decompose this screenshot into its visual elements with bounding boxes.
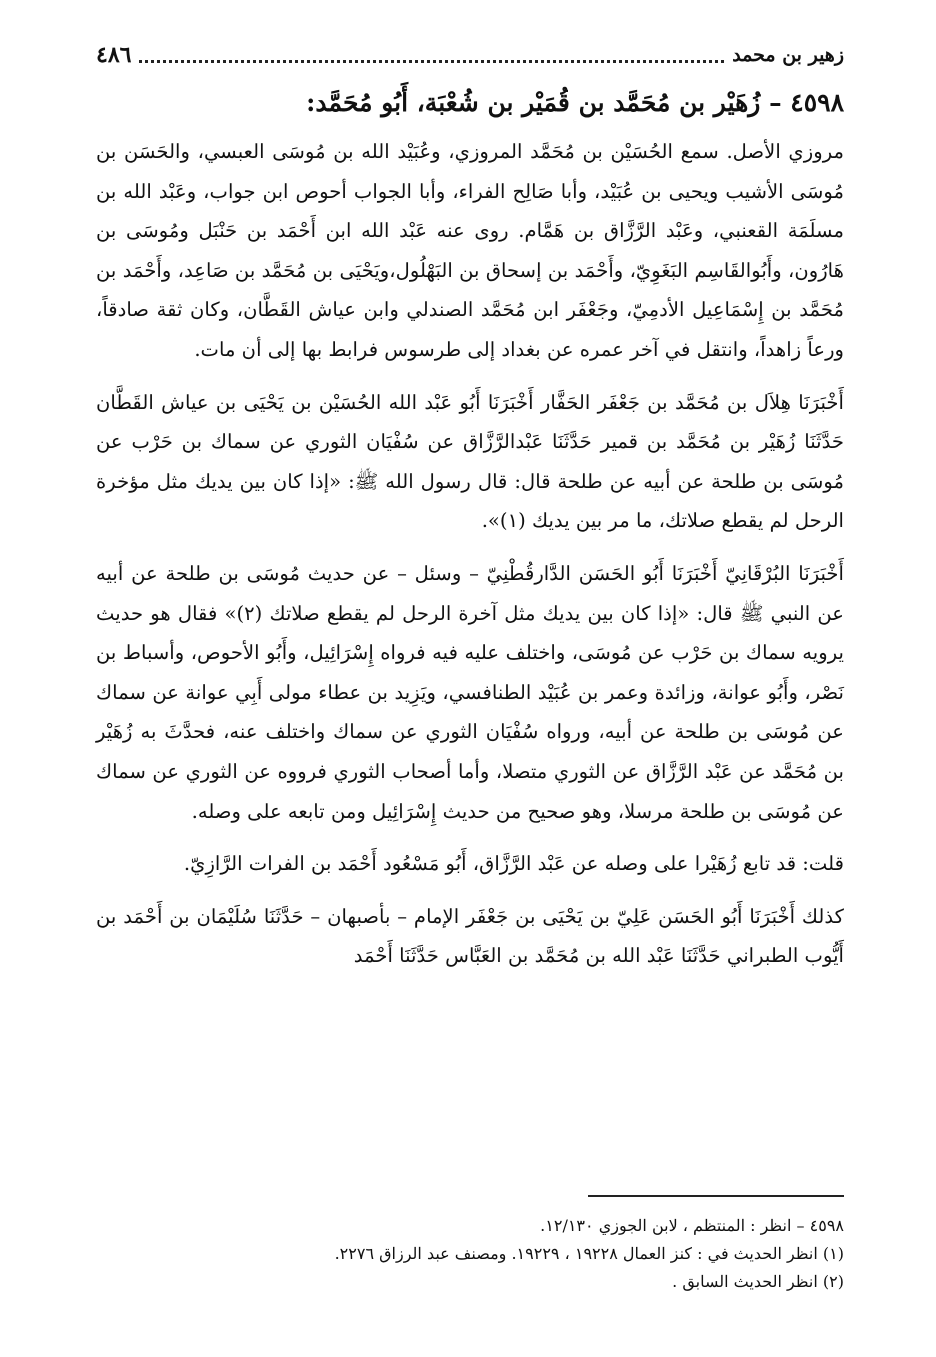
paragraph: أَخْبَرَنَا هِلاَل بن مُحَمَّد بن جَعْفَر الحَفَّار أَخْبَرَنَا أَبُو عَبْد الله الحُسَيْن بن يَحْيَى بن عياش القَطَّان حَدَّثَنَا زُهَيْر بن مُحَمَّد بن قمير حَدَّثَنَا عَبْدالرَّزَّاق عن سُفْيَان الثوري عن سماك بن حَرْب عن مُوسَى بن طلحة عن أبيه عن طلحة قال: قال رسول الله ﷺ: «إذا كان بين يديك مثل مؤخرة الرحل لم يقطع صلاتك، ما مر بين يديك (١)». — [96, 390, 844, 533]
paragraph: أَخْبَرَنَا البُرْقَانِيّ أَخْبَرَنَا أَبُو الحَسَن الدَّارقُطْنِيّ – وسئل – عن حديث مُوسَى بن طلحة عن أبيه عن النبي ﷺ قال: «إذا كان بين يديك مثل آخرة الرحل لم يقطع صلاتك (٢)» فقال هو حديث يرويه سماك بن حَرْب عن مُوسَى، واختلف عليه فيه فرواه إِسْرَائِيل، وأَبُو الأحوص، وأسباط بن نَصْر، وأَبُو عوانة، وزائدة وعمر بن عُبَيْد الطنافسي، ويَزِيد بن عطاء مولى أَبِي عوانة عن سماك عن مُوسَى بن طلحة عن أبيه، ورواه سُفْيَان الثوري عن سماك واختلف عنه، فحدَّثَ به زُهَيْر بن مُحَمَّد عن عَبْد الرَّزَّاق عن الثوري متصلا، وأما أصحاب الثوري فرووه عن الثوري عن سماك عن مُوسَى بن طلحة مرسلا، وهو صحيح من حديث إِسْرَائِيل ومن تابعه على وصله. — [96, 561, 844, 823]
entry-title: ٤٥٩٨ – زُهَيْر بن مُحَمَّد بن قُمَيْر بن شُعْبَة، أَبُو مُحَمَّد: — [306, 88, 844, 117]
paragraph: مروزي الأصل. سمع الحُسَيْن بن مُحَمَّد المروزي، وعُبَيْد الله بن مُوسَى العبسي، والحَسَن بن مُوسَى الأشيب ويحيى بن عُبَيْد، وأبا صَالِح الفراء، وأبا الجواب أحوص ابن جواب، وعَبْد الله بن مسلَمَة القعنبي، وعَبْد الرَّزَّاق بن هَمَّام. روى عنه عَبْد الله ابن أَحْمَد بن حَنْبَل ومُوسَى بن هَارُون، وأَبُوالقَاسِم البَغَوِيّ، وأَحْمَد بن إسحاق بن البَهْلُول،ويَحْيَى بن مُحَمَّد بن صَاعِد، وأَحْمَد بن مُحَمَّد بن إِسْمَاعِيل الأدمِيّ، وجَعْفَر ابن مُحَمَّد الصندلي وابن عياش القَطَّان، وكان ثقة صادقاً، ورعاً زاهداً، وانتقل في آخر عمره عن بغداد إلى طرسوس فرابط بها إلى أن مات. — [96, 140, 844, 361]
leader-dots — [139, 60, 724, 63]
body-text — [96, 132, 844, 989]
footnotes — [96, 1212, 844, 1296]
footnote: (١) انظر الحديث في : كنز العمال ١٩٢٢٨ ، ١٩٢٢٩. ومصنف عبد الرزاق ٢٢٧٦. — [334, 1244, 844, 1263]
page-number: ٤٨٦ — [96, 42, 132, 68]
footnote: (٢) انظر الحديث السابق . — [672, 1272, 844, 1291]
running-head — [96, 40, 844, 70]
footnote: ٤٥٩٨ – انظر : المنتظم ، لابن الجوزي ١٢/١٣٠. — [540, 1216, 844, 1235]
running-title: زهير بن محمد — [732, 44, 844, 66]
footnote-separator — [588, 1195, 844, 1197]
paragraph: كذلك أَخْبَرَنَا أَبُو الحَسَن عَلِيّ بن يَحْيَى بن جَعْفَر الإمام – بأصبهان – حَدَّثَنَا سُلَيْمَان بن أَحْمَد بن أَيُّوب الطبراني حَدَّثَنَا عَبْد الله بن مُحَمَّد بن العَبَّاس حَدَّثَنَا أَحْمَد — [96, 904, 844, 968]
paragraph: قلت: قد تابع زُهَيْرا على وصله عن عَبْد الرَّزَّاق، أَبُو مَسْعُود أَحْمَد بن الفرات الرَّازِيّ. — [183, 852, 844, 876]
